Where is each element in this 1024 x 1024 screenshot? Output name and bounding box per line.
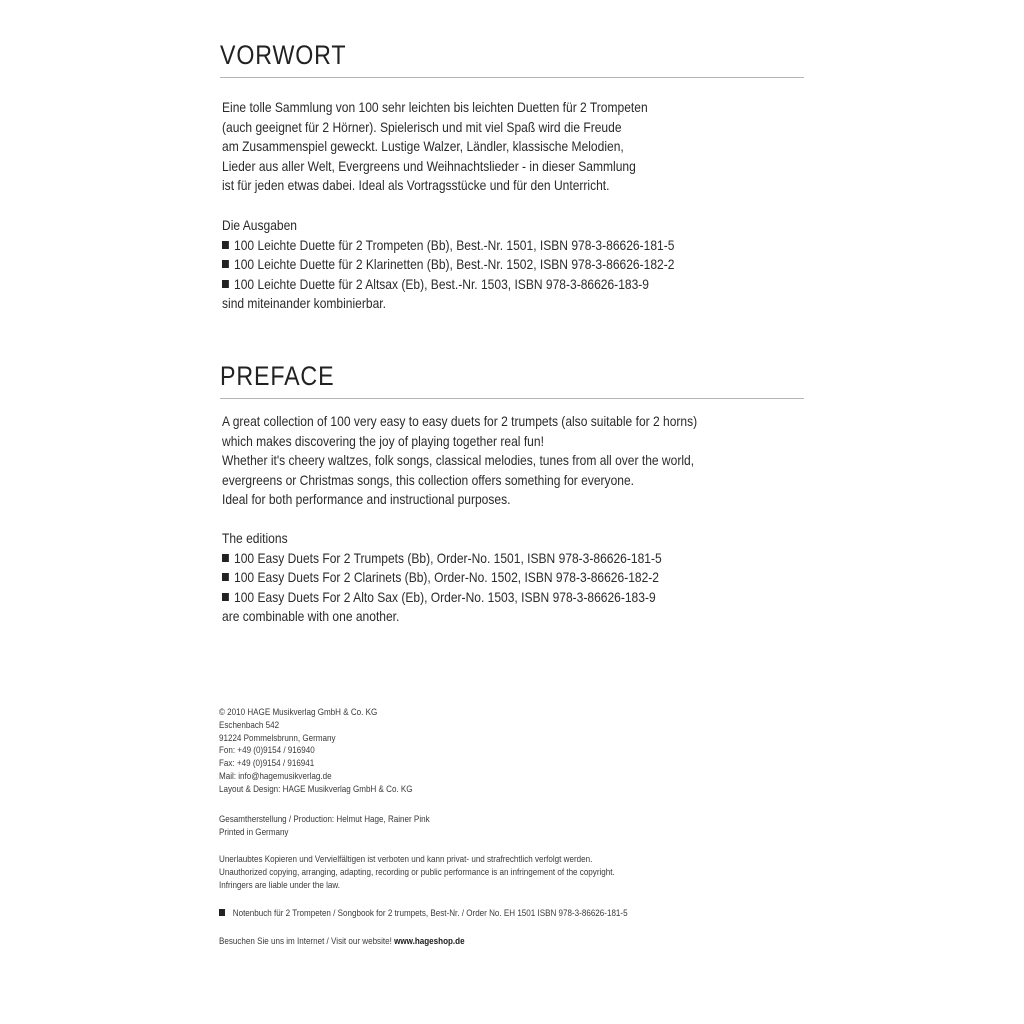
imprint-book-line [219,907,821,920]
preface-paragraph [222,412,807,510]
text-line: A great collection of 100 very easy to easy duets for 2 trumpets (also suitable for 2 horns) [222,413,698,429]
bullet-square-icon [222,593,229,601]
bullet-square-icon [222,554,229,562]
edition-item: 100 Leichte Duette für 2 Altsax (Eb), Best.-Nr. 1503, ISBN 978-3-86626-183-9 [222,275,807,295]
book-info: Notenbuch für 2 Trompeten / Songbook for 2 trumpets, Best-Nr. / Order No. EH 1501 ISBN 978-3-86626-181-5 [232,907,628,918]
editions-label: Die Ausgaben [222,217,297,233]
editions-closing: sind miteinander kombinierbar. [222,295,386,311]
website-link[interactable]: www.hageshop.de [394,935,465,946]
vorwort-heading: VORWORT [220,40,347,70]
preface-heading: PREFACE [220,361,335,391]
imprint-line: Fon: +49 (0)9154 / 916940 [219,744,315,756]
text-line: Lieder aus aller Welt, Evergreens und Weihnachtslieder - in dieser Sammlung [222,157,636,174]
vorwort-rule [220,77,804,78]
preface-editions [222,529,807,627]
preface-rule [220,398,804,399]
text-line: Ideal for both performance and instructional purposes. [222,491,511,507]
edition-item: 100 Leichte Duette für 2 Klarinetten (Bb), Best.-Nr. 1502, ISBN 978-3-86626-182-2 [222,255,807,275]
bullet-square-icon [222,280,229,288]
edition-item: 100 Easy Duets For 2 Clarinets (Bb), Order-No. 1502, ISBN 978-3-86626-182-2 [222,568,807,588]
imprint-line: Mail: info@hagemusikverlag.de [219,769,332,781]
text-line: Eine tolle Sammlung von 100 sehr leichten bis leichten Duetten für 2 Trompeten [222,99,648,115]
text-line: ist für jeden etwas dabei. Ideal als Vortragsstücke und für den Unterricht. [222,177,610,193]
text-line: (auch geeignet für 2 Hörner). Spielerisch und mit viel Spaß wird die Freude [222,118,622,135]
imprint-website [219,935,821,948]
edition-item: 100 Leichte Duette für 2 Trompeten (Bb), Best.-Nr. 1501, ISBN 978-3-86626-181-5 [222,236,807,256]
imprint-line: Gesamtherstellung / Production: Helmut Hage, Rainer Pink [219,813,430,824]
edition-item: 100 Easy Duets For 2 Alto Sax (Eb), Order-No. 1503, ISBN 978-3-86626-183-9 [222,588,807,608]
text-line: Whether it's cheery waltzes, folk songs, classical melodies, tunes from all over the world, [222,452,695,468]
text-line: which makes discovering the joy of playing together real fun! [222,432,544,449]
bullet-square-icon [222,573,229,581]
imprint-production [219,813,821,839]
imprint-line: Printed in Germany [219,825,289,837]
imprint-line: Unerlaubtes Kopieren und Vervielfältigen ist verboten und kann privat- und strafrechtlich verfolgt werden. [219,853,593,864]
editions-closing: are combinable with one another. [222,608,400,624]
imprint-address [219,706,821,796]
imprint-line: Layout & Design: HAGE Musikverlag GmbH & Co. KG [219,782,413,794]
imprint-line: Infringers are liable under the law. [219,878,341,890]
editions-label: The editions [222,530,288,546]
text-line: am Zusammenspiel geweckt. Lustige Walzer, Ländler, klassische Melodien, [222,138,624,154]
imprint-copyright [219,853,821,891]
text-line: evergreens or Christmas songs, this collection offers something for everyone. [222,471,635,488]
imprint-line: Fax: +49 (0)9154 / 916941 [219,757,315,769]
imprint-line: Eschenbach 542 [219,718,280,730]
imprint-line: © 2010 HAGE Musikverlag GmbH & Co. KG [219,706,378,717]
vorwort-paragraph [222,98,807,196]
website-text: Besuchen Sie uns im Internet / Visit our website! [219,935,392,946]
imprint-line: Unauthorized copying, arranging, adapting, recording or public performance is an infringement of the copyright. [219,865,615,877]
bullet-square-icon [219,909,225,916]
imprint-line: 91224 Pommelsbrunn, Germany [219,731,336,743]
bullet-square-icon [222,241,229,249]
edition-item: 100 Easy Duets For 2 Trumpets (Bb), Order-No. 1501, ISBN 978-3-86626-181-5 [222,549,807,569]
vorwort-editions [222,216,807,314]
bullet-square-icon [222,260,229,268]
